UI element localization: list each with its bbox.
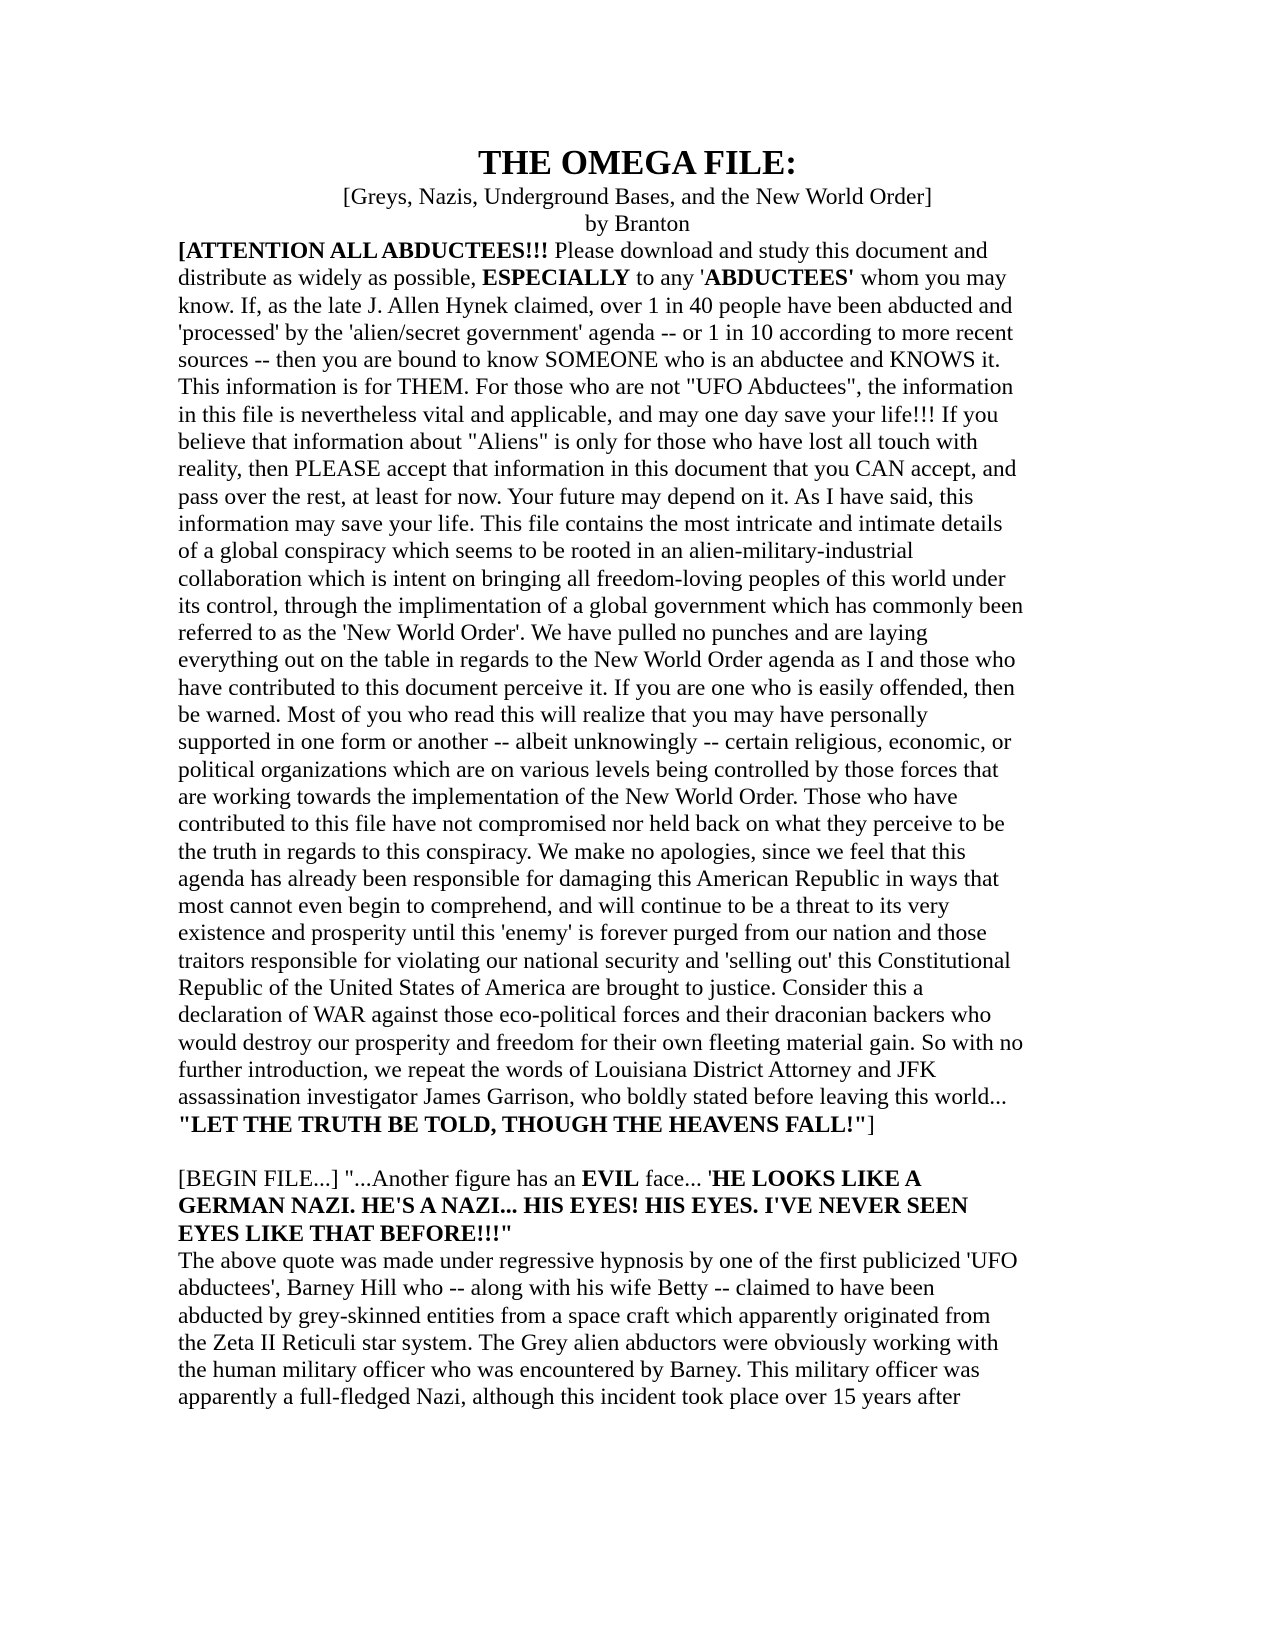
text-run: the truth in regards to this conspiracy. We make no apologies, since we feel that this [178, 838, 966, 865]
text-line [178, 866, 1058, 893]
document-title: THE OMEGA FILE: [478, 143, 797, 182]
text-line [178, 647, 1058, 674]
text-run: are working towards the implementation of the New World Order. Those who have [178, 783, 958, 810]
text-line [178, 893, 1058, 920]
text-run: 'processed' by the 'alien/secret government' agenda -- or 1 in 10 according to more recent [178, 319, 1014, 346]
text-line [178, 293, 1058, 320]
text-run: collaboration which is intent on bringing all freedom-loving peoples of this world under [178, 565, 1006, 592]
text-line [178, 593, 1058, 620]
text-run: the human military officer who was encountered by Barney. This military officer was [178, 1357, 980, 1384]
text-run: to any ' [630, 265, 705, 292]
text-line [178, 1330, 1058, 1357]
text-run: know. If, as the late J. Allen Hynek claimed, over 1 in 40 people have been abducted and [178, 292, 1013, 319]
text-run: apparently a full-fledged Nazi, although this incident took place over 15 years after [178, 1384, 961, 1411]
text-line [178, 975, 1058, 1002]
text-line [178, 620, 1058, 647]
text-run: abducted by grey-skinned entities from a space craft which apparently originated from [178, 1302, 991, 1329]
text-line [178, 675, 1058, 702]
text-line [178, 1084, 1058, 1111]
text-line [178, 484, 1058, 511]
text-run: of a global conspiracy which seems to be rooted in an alien-military-industrial [178, 538, 914, 565]
bold-text: [ATTENTION ALL ABDUCTEES!!! [178, 238, 549, 264]
text-run: abductees', Barney Hill who -- along with his wife Betty -- claimed to have been [178, 1275, 935, 1302]
bold-text: ABDUCTEES' [704, 265, 855, 292]
text-line [178, 729, 1058, 756]
text-line [178, 702, 1058, 729]
document-subtitle: [Greys, Nazis, Underground Bases, and the New World Order] [342, 184, 933, 210]
file-paragraph [178, 1166, 1058, 1412]
text-line [178, 1221, 1058, 1248]
text-run: the Zeta II Reticuli star system. The Grey alien abductors were obviously working with [178, 1329, 999, 1356]
text-line [178, 784, 1058, 811]
bold-text: EYES LIKE THAT BEFORE!!!" [178, 1220, 513, 1247]
text-run: information may save your life. This file contains the most intricate and intimate details [178, 510, 1003, 537]
text-line [178, 1002, 1058, 1029]
text-run: ] [866, 1111, 875, 1138]
text-line [178, 429, 1058, 456]
text-run: declaration of WAR against those eco-political forces and their draconian backers who [178, 1002, 992, 1029]
text-line [178, 1166, 1058, 1193]
document-byline: by Branton [584, 211, 691, 237]
text-line [178, 1030, 1058, 1057]
text-run: The above quote was made under regressive hypnosis by one of the first publicized 'UFO [178, 1247, 1018, 1274]
text-line [178, 456, 1058, 483]
text-line [178, 511, 1058, 538]
text-line [178, 1275, 1058, 1302]
bold-text: ESPECIALLY [482, 265, 631, 292]
document-body [178, 238, 1058, 1412]
text-line [178, 757, 1058, 784]
text-run: most cannot even begin to comprehend, and will continue to be a threat to its very [178, 893, 950, 920]
bold-text: GERMAN NAZI. HE'S A NAZI... HIS EYES! HIS EYES. I'VE NEVER SEEN [178, 1193, 969, 1220]
text-run: contributed to this file have not compromised nor held back on what they perceive to be [178, 811, 1005, 838]
text-run: in this file is nevertheless vital and applicable, and may one day save your life!!! If you [178, 401, 999, 428]
text-run: its control, through the implimentation of a global government which has commonly been [178, 592, 1024, 619]
text-line [178, 538, 1058, 565]
text-run: whom you may [854, 265, 1007, 292]
intro-paragraph [178, 238, 1058, 1139]
bold-text: EVIL [581, 1166, 640, 1193]
text-run: be warned. Most of you who read this will realize that you may have personally [178, 702, 928, 729]
bold-text: HE LOOKS LIKE A [711, 1166, 922, 1193]
text-line [178, 920, 1058, 947]
text-line [178, 402, 1058, 429]
text-run: sources -- then you are bound to know SOMEONE who is an abductee and KNOWS it. [178, 347, 1001, 374]
text-line [178, 1357, 1058, 1384]
text-line [178, 1303, 1058, 1330]
text-run: traitors responsible for violating our national security and 'selling out' this Constitutional [178, 947, 1011, 974]
text-line [178, 1248, 1058, 1275]
text-line [178, 839, 1058, 866]
text-run: assassination investigator James Garrison, who boldly stated before leaving this world... [178, 1084, 1007, 1111]
text-line [178, 374, 1058, 401]
text-run: pass over the rest, at least for now. Your future may depend on it. As I have said, this [178, 483, 974, 510]
text-run: reality, then PLEASE accept that information in this document that you CAN accept, and [178, 456, 1017, 483]
text-run: distribute as widely as possible, [178, 265, 483, 292]
text-line [178, 1193, 1058, 1220]
text-run: would destroy our prosperity and freedom for their own fleeting material gain. So with no [178, 1029, 1024, 1056]
paragraph-spacer [178, 1139, 1058, 1166]
text-run: Republic of the United States of America are brought to justice. Consider this a [178, 975, 924, 1002]
text-line [178, 265, 1058, 292]
text-line [178, 1384, 1058, 1411]
text-line [178, 948, 1058, 975]
text-run: political organizations which are on various levels being controlled by those forces that [178, 756, 999, 783]
text-run: This information is for THEM. For those who are not "UFO Abductees", the information [178, 374, 1014, 401]
text-run: have contributed to this document perceive it. If you are one who is easily offended, then [178, 674, 1015, 701]
bold-text: "LET THE TRUTH BE TOLD, THOUGH THE HEAVENS FALL!" [178, 1111, 867, 1138]
text-run: supported in one form or another -- albeit unknowingly -- certain religious, economic, or [178, 729, 1012, 756]
text-line [178, 566, 1058, 593]
text-run: referred to as the 'New World Order'. We have pulled no punches and are laying [178, 620, 928, 647]
text-line [178, 1057, 1058, 1084]
text-run: Please download and study this document and [548, 238, 988, 264]
text-run: further introduction, we repeat the words of Louisiana District Attorney and JFK [178, 1056, 937, 1083]
text-line [178, 320, 1058, 347]
text-line [178, 1112, 1058, 1139]
text-line [178, 811, 1058, 838]
text-run: everything out on the table in regards to the New World Order agenda as I and those who [178, 647, 1016, 674]
text-run: agenda has already been responsible for damaging this American Republic in ways that [178, 865, 999, 892]
text-run: face... ' [639, 1166, 712, 1193]
text-run: existence and prosperity until this 'enemy' is forever purged from our nation and those [178, 920, 987, 947]
text-run: [BEGIN FILE...] "...Another figure has an [178, 1166, 582, 1193]
text-line [178, 347, 1058, 374]
text-line [178, 238, 1058, 265]
text-run: believe that information about "Aliens" is only for those who have lost all touch with [178, 429, 978, 456]
